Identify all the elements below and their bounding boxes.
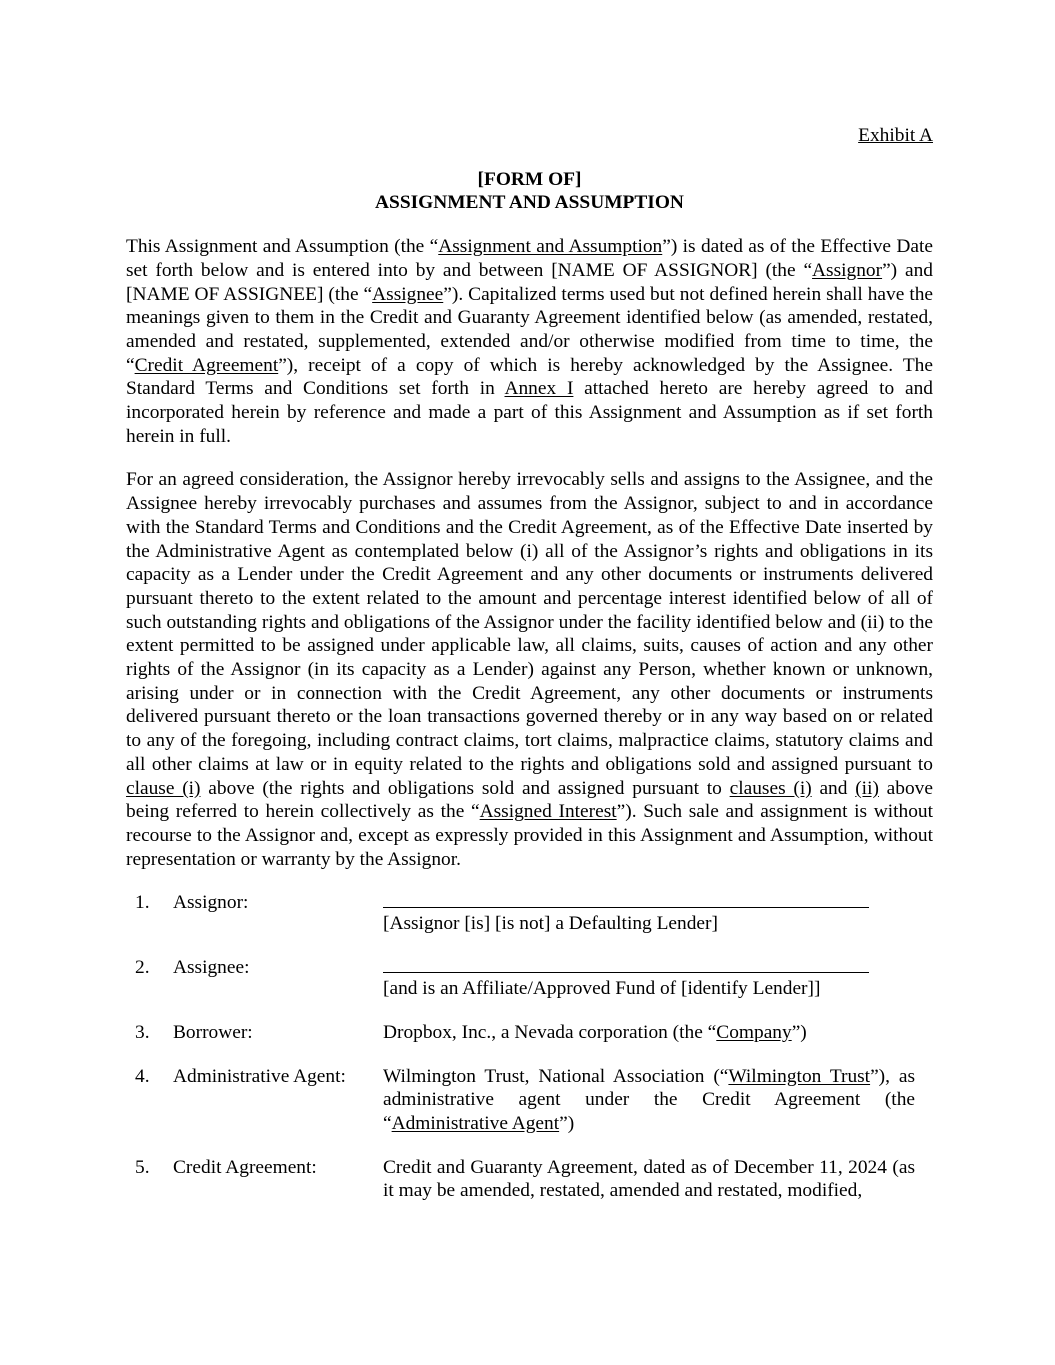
consideration-paragraph: For an agreed consideration, the Assignor hereby irrevocably sells and assigns to the Assignee, and the Assignee hereby irrevocably purchases and assumes from the Assignor, subject to and in accordance with the Standard Terms and Conditions and the Credit Agreement, as of the Effective Date inserted by the Administrative Agent as contemplated below (i) all of the Assignor’s rights and obligations in its capacity as a Lender under the Credit Agreement and any other documents or instruments delivered pursuant thereto to the extent related to the amount and percentage interest identified below of all of such outstanding rights and obligations of the Assignor under the facility identified below and (ii) to the extent permitted to be assigned under applicable law, all claims, suits, causes of action and any other rights of the Assignor (in its capacity as a Lender) against any Person, whether known or unknown, arising under or in connection with the Credit Agreement, any other documents or instruments delivered pursuant thereto or the loan transactions governed thereby or in any way based on or related to any of the foregoing, including contract claims, tort claims, malpractice claims, statutory claims and all other claims at law or in equity related to the rights and obligations sold and assigned pursuant to clause (i) above (the rights and obligations sold and assigned pursuant to clauses (i) and (ii) above being referred to herein collectively as the “Assigned Interest”). Such sale and assignment is without recourse to the Assignor and, except as expressly provided in this Assignment and Assumption, without representation or warranty by the Assignor. bbox=[126, 469, 933, 870]
document-title bbox=[126, 168, 933, 215]
assignee-signature-line bbox=[383, 956, 869, 973]
assignor-signature-line bbox=[383, 891, 869, 908]
list-item-credit-agreement: 5. Credit Agreement: Credit and Guaranty Agreement, dated as of December 11, 2024 (as it may be amended, restated, amended and restated, modified, bbox=[135, 1156, 915, 1202]
document-page bbox=[126, 124, 933, 1223]
list-item-administrative-agent: 4. Administrative Agent: Wilmington Trust, National Association (“Wilmington Trust”), as administrative agent under the Credit Agreement (the “Administrative Agent”) bbox=[135, 1065, 915, 1134]
title-line-1: [FORM OF] bbox=[477, 168, 582, 190]
list-item-assignee: 2. Assignee: [and is an Affiliate/Approved Fund of [identify Lender]] bbox=[126, 956, 933, 1001]
list-item-assignor: 1. Assignor: [Assignor [is] [is not] a Defaulting Lender] bbox=[126, 891, 933, 936]
title-line-2: ASSIGNMENT AND ASSUMPTION bbox=[375, 192, 684, 214]
list-item-borrower: 3. Borrower: Dropbox, Inc., a Nevada corporation (the “Company”) bbox=[135, 1021, 807, 1043]
terms-list bbox=[126, 891, 933, 1203]
exhibit-label: Exhibit A bbox=[858, 125, 933, 146]
intro-paragraph: This Assignment and Assumption (the “Assignment and Assumption”) is dated as of the Effective Date set forth below and is entered into by and between [NAME OF ASSIGNOR] (the “Assignor”) and [NAME OF ASSIGNEE] (the “Assignee”). Capitalized terms used but not defined herein shall have the meanings given to them in the Credit and Guaranty Agreement identified below (as amended, restated, amended and restated, supplemented, extended and/or otherwise modified from time to time, the “Credit Agreement”), receipt of a copy of which is hereby acknowledged by the Assignee. The Standard Terms and Conditions set forth in Annex I attached hereto are hereby agreed to and incorporated herein by reference and made a part of this Assignment and Assumption as if set forth herein in full. bbox=[126, 236, 934, 447]
